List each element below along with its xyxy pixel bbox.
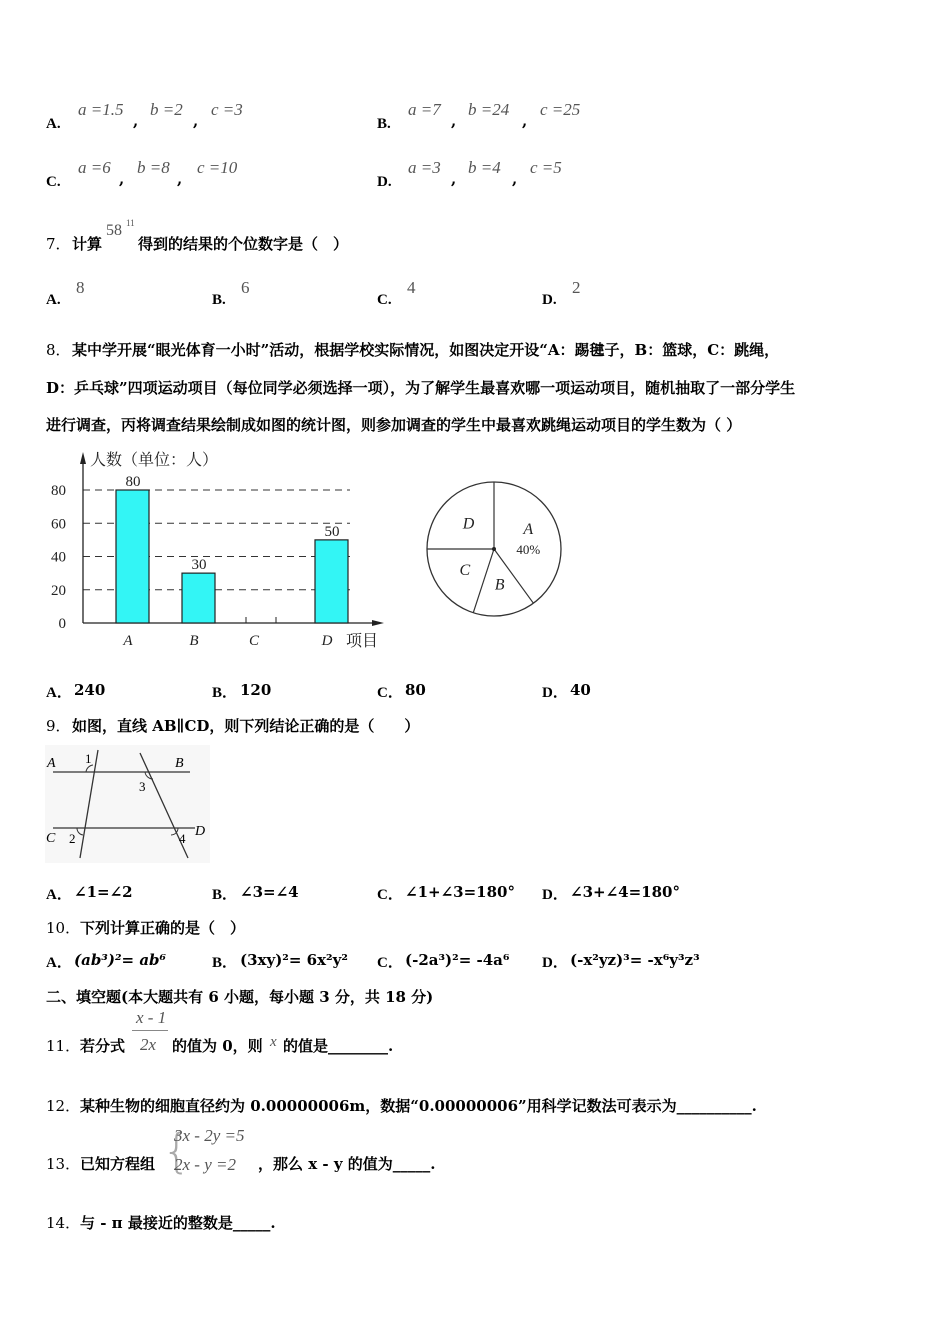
y-axis-title: 人数（单位：人） <box>90 452 219 469</box>
option-c-value: c =5 <box>530 158 562 177</box>
power-exponent: 11 <box>126 218 135 228</box>
question-text-line: 某中学开展“眼光体育一小时”活动，根据学校实际情况，如图决定开设“A：踢毽子，B：篮球，C：跳绳， <box>72 341 780 359</box>
label-1: 1 <box>85 751 92 766</box>
question-text: 下列计算正确的是（ ） <box>80 919 246 937</box>
y-tick-label: 40 <box>51 549 66 566</box>
fraction-denominator: 2x <box>140 1035 157 1054</box>
fraction-bar <box>132 1030 168 1031</box>
label-3: 3 <box>139 779 146 794</box>
question-text: 若分式 <box>80 1037 126 1055</box>
equation-2: 2x - y =2 <box>174 1155 236 1174</box>
data-label: 80 <box>125 474 141 490</box>
option-letter: D． <box>542 955 568 971</box>
parallel-lines-figure <box>45 745 210 863</box>
option-letter: D. <box>542 292 557 308</box>
question-number: 9． <box>46 717 71 735</box>
bar-chart <box>40 440 400 660</box>
comma: , <box>451 112 457 130</box>
option-letter: D． <box>542 685 568 701</box>
option-letter: A． <box>46 955 72 971</box>
y-tick-label: 20 <box>51 582 66 599</box>
option-letter: A. <box>46 292 61 308</box>
question-text-line: D：乒乓球”四项运动项目（每位同学必须选择一项），为了解学生最喜欢哪一项运动项目，随机抽取了一部分学生 <box>46 379 796 397</box>
question-number: 7． <box>46 235 71 253</box>
x-axis-title: 项目 <box>346 633 379 650</box>
option-letter: B． <box>212 685 238 701</box>
label-4: 4 <box>179 831 186 846</box>
slice-label-d: D <box>462 515 475 533</box>
option-a-value: a =3 <box>408 158 441 177</box>
option-a-value: a =7 <box>408 100 441 119</box>
option-value: (-x²yz)³= -x⁶y³z³ <box>570 951 700 969</box>
option-value: (3xy)²= 6x²y² <box>240 951 348 969</box>
fraction-numerator: x - 1 <box>136 1008 167 1027</box>
option-c-value: c =3 <box>211 100 243 119</box>
question-text: 如图，直线 AB∥CD，则下列结论正确的是（ ） <box>72 717 420 735</box>
comma: , <box>177 170 183 188</box>
option-b-value: b =2 <box>150 100 183 119</box>
power-base: 58 <box>106 222 122 239</box>
option-c-value: c =25 <box>540 100 581 119</box>
x-tick-label: B <box>189 633 199 649</box>
option-value: 8 <box>76 278 85 297</box>
option-a-value: a =1.5 <box>78 100 124 119</box>
question-text: ，那么 x - y 的值为_____. <box>258 1155 436 1173</box>
option-letter: C． <box>377 685 403 701</box>
brace: { <box>162 1124 192 1178</box>
option-value: 80 <box>405 681 426 699</box>
variable: x <box>270 1034 277 1050</box>
pie-chart <box>420 475 570 625</box>
option-letter: A. <box>46 116 61 132</box>
comma: , <box>522 112 528 130</box>
slice-percent: 40% <box>516 541 541 557</box>
label-c: C <box>46 831 56 846</box>
question-text: 的值为 0，则 <box>172 1037 263 1055</box>
question-text: 的值是________. <box>283 1037 394 1055</box>
option-value: 120 <box>240 681 272 699</box>
data-label: 50 <box>324 523 340 540</box>
y-axis-arrow <box>80 452 86 464</box>
question-text: 与 - π 最接近的整数是_____. <box>80 1214 276 1232</box>
y-tick-label: 80 <box>51 483 66 499</box>
question-number: 12． <box>46 1097 81 1115</box>
option-b-value: b =4 <box>468 158 501 177</box>
option-letter: B. <box>377 116 391 132</box>
question-number: 8． <box>46 341 71 359</box>
y-tick-label: 0 <box>58 616 66 632</box>
option-letter: A． <box>46 685 72 701</box>
option-value: 6 <box>241 278 250 297</box>
comma: , <box>193 112 199 130</box>
x-tick-label: A <box>123 633 133 649</box>
question-number: 13． <box>46 1155 81 1173</box>
option-letter: D． <box>542 887 568 903</box>
label-a: A <box>47 756 56 771</box>
option-letter: C. <box>377 292 392 308</box>
slice-label-a: A <box>523 520 534 538</box>
comma: , <box>451 170 457 188</box>
bar-d <box>315 540 348 623</box>
section-heading: 二、填空题(本大题共有 6 小题，每小题 3 分，共 18 分) <box>46 988 434 1006</box>
pie-center <box>492 547 496 551</box>
data-label: 30 <box>191 557 207 574</box>
option-value: (-2a³)²= -4a⁶ <box>405 951 510 969</box>
question-text: 得到的结果的个位数字是（ ） <box>138 235 349 253</box>
comma: , <box>119 170 125 188</box>
slice-label-c: C <box>459 562 471 580</box>
x-axis-arrow <box>372 620 384 626</box>
bar-b <box>182 573 215 623</box>
equation-1: 3x - 2y =5 <box>174 1126 245 1145</box>
comma: , <box>133 112 139 130</box>
option-value: ∠3+∠4=180° <box>570 883 680 901</box>
label-d: D <box>195 824 206 839</box>
option-value: 4 <box>407 278 416 297</box>
option-b-value: b =24 <box>468 100 510 119</box>
label-2: 2 <box>69 831 76 846</box>
question-text-line: 进行调查，丙将调查结果绘制成如图的统计图，则参加调查的学生中最喜欢跳绳运动项目的学生数为（ ） <box>46 416 742 434</box>
option-value: 2 <box>572 278 581 297</box>
option-c-value: c =10 <box>197 158 238 177</box>
x-tick-label: C <box>248 633 260 649</box>
option-value: ∠3=∠4 <box>240 883 299 901</box>
option-letter: B． <box>212 955 238 971</box>
question-text: 计算 <box>72 235 103 253</box>
option-letter: D. <box>377 174 392 190</box>
option-letter: B. <box>212 292 226 308</box>
option-letter: B． <box>212 887 238 903</box>
option-value: ∠1=∠2 <box>74 883 133 901</box>
option-letter: A． <box>46 887 72 903</box>
label-b: B <box>175 756 184 771</box>
option-value: 240 <box>74 681 106 699</box>
option-letter: C． <box>377 887 403 903</box>
option-b-value: b =8 <box>137 158 170 177</box>
option-value: ∠1+∠3=180° <box>405 883 515 901</box>
question-number: 11． <box>46 1037 81 1055</box>
question-text: 已知方程组 <box>80 1155 156 1173</box>
slice-label-b: B <box>494 576 505 594</box>
comma: , <box>512 170 518 188</box>
question-number: 10． <box>46 919 81 937</box>
question-text: 某种生物的细胞直径约为 0.00000006m，数据“0.00000006”用科学记数法可表示为__________. <box>80 1097 757 1115</box>
option-letter: C. <box>46 174 61 190</box>
option-a-value: a =6 <box>78 158 111 177</box>
option-value: 40 <box>570 681 591 699</box>
option-letter: C． <box>377 955 403 971</box>
y-tick-label: 60 <box>51 516 66 533</box>
x-tick-label: D <box>321 633 333 649</box>
question-number: 14． <box>46 1214 81 1232</box>
option-value: (ab³)²= ab⁶ <box>74 951 167 969</box>
bar-a <box>116 490 149 623</box>
